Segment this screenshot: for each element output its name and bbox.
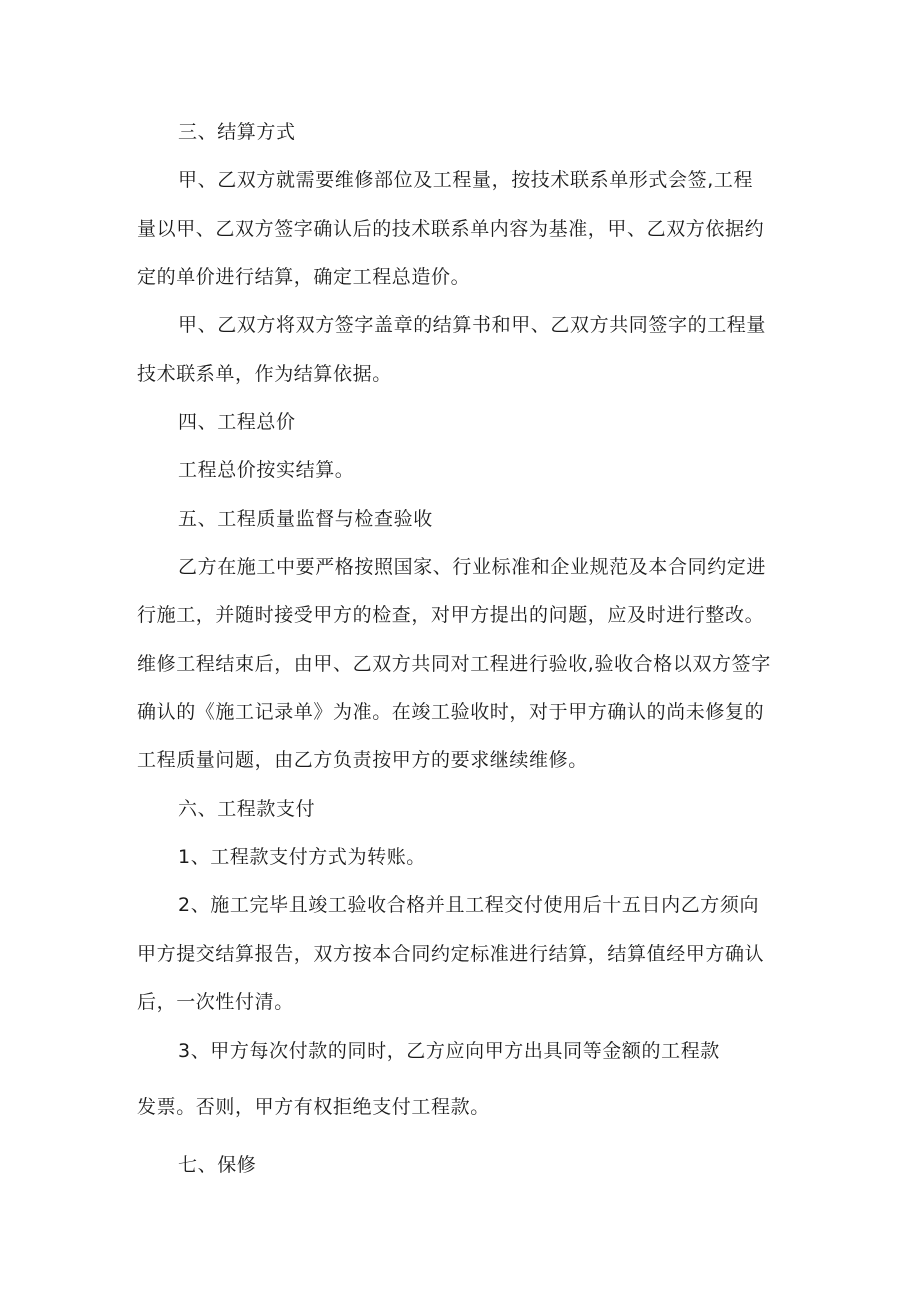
paragraph-line: 3、甲方每次付款的同时，乙方应向甲方出具同等金额的工程款 xyxy=(178,1040,720,1062)
paragraph-line: 工程质量问题，由乙方负责按甲方的要求继续维修。 xyxy=(137,749,588,771)
section-heading: 六、工程款支付 xyxy=(178,798,316,820)
paragraph-line: 乙方在施工中要严格按照国家、行业标准和企业规范及本合同约定进 xyxy=(178,556,767,578)
section-heading: 四、工程总价 xyxy=(178,411,296,433)
paragraph-line: 发票。否则，甲方有权拒绝支付工程款。 xyxy=(137,1096,490,1118)
paragraph-line: 2、施工完毕且竣工验收合格并且工程交付使用后十五日内乙方须向 xyxy=(178,894,760,916)
paragraph-line: 技术联系单，作为结算依据。 xyxy=(137,363,392,385)
paragraph-line: 维修工程结束后，由甲、乙双方共同对工程进行验收,验收合格以双方签字 xyxy=(137,653,771,675)
paragraph-line: 甲、乙双方将双方签字盖章的结算书和甲、乙双方共同签字的工程量 xyxy=(178,314,767,336)
paragraph-line: 甲、乙双方就需要维修部位及工程量，按技术联系单形式会签,工程 xyxy=(178,169,754,191)
paragraph-line: 量以甲、乙双方签字确认后的技术联系单内容为基准，甲、乙双方依据约 xyxy=(137,218,765,240)
section-heading: 五、工程质量监督与检查验收 xyxy=(178,508,433,530)
paragraph-line: 定的单价进行结算，确定工程总造价。 xyxy=(137,266,471,288)
paragraph-line: 1、工程款支付方式为转账。 xyxy=(178,846,426,868)
paragraph-line: 甲方提交结算报告，双方按本合同约定标准进行结算，结算值经甲方确认 xyxy=(137,943,765,965)
paragraph-line: 工程总价按实结算。 xyxy=(178,459,355,481)
paragraph-line: 确认的《施工记录单》为准。在竣工验收时，对于甲方确认的尚未修复的 xyxy=(137,701,765,723)
paragraph-line: 行施工，并随时接受甲方的检查，对甲方提出的问题，应及时进行整改。 xyxy=(137,604,765,626)
paragraph-line: 后，一次性付清。 xyxy=(137,991,294,1013)
section-heading: 七、保修 xyxy=(178,1154,257,1176)
section-heading: 三、结算方式 xyxy=(178,121,296,143)
